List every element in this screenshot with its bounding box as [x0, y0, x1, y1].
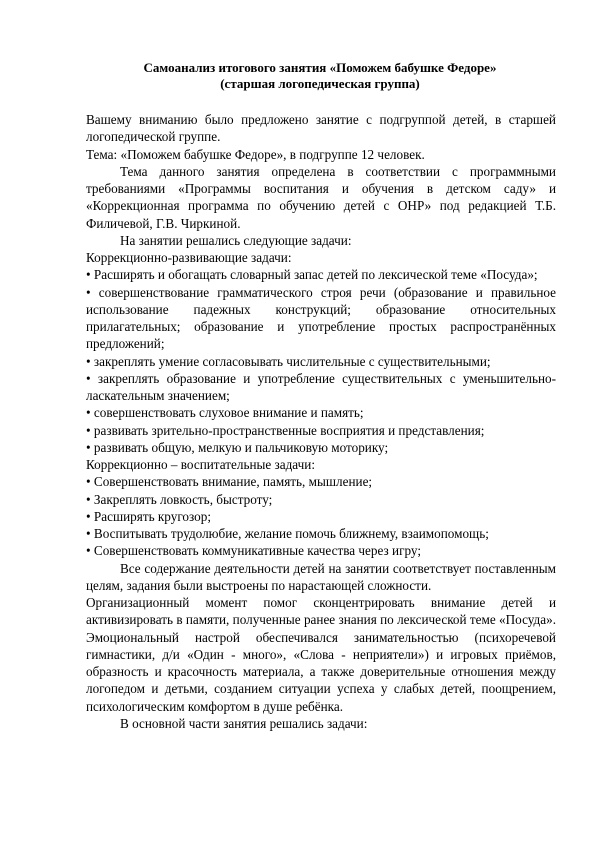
document-title: [70, 60, 570, 92]
list-item: • Совершенствовать внимание, память, мышление;: [86, 474, 373, 490]
list-item: • Воспитывать трудолюбие, желание помочь ближнему, взаимопомощь;: [86, 526, 489, 541]
paragraph-organizational-moment: Организационный момент помог сконцентрировать внимание детей и активизировать в памяти, полученные ранее знания по лексической теме «Посуда». Эмоциональный настрой обеспечивался занимательностью (психоречевой гимнастики, д/и «Один - много», «Слова - неприятели») и игровых приёмов, образность и красочность материала, а также доверительные отношения между логопедом и детьми, созданием ситуации успеха у слабых детей, поощрением, психологическим комфортом в душе ребёнка.: [86, 595, 556, 714]
list-item: • совершенствовать слуховое внимание и память;: [86, 405, 364, 421]
document-body: [86, 111, 556, 732]
list-item: • Совершенствовать коммуникативные качества через игру;: [86, 543, 421, 559]
paragraph-program: Тема данного занятия определена в соответствии с программными требованиями «Программы воспитания и обучения в детском саду» и «Коррекционная программа по обучению детей с ОНР» под редакцией Т.Б. Филичевой, Г.В. Чиркиной.: [86, 163, 556, 231]
list-item: • Расширять кругозор;: [86, 508, 211, 524]
title-line-1: Самоанализ итогового занятия «Поможем бабушке Федоре»: [143, 60, 497, 75]
list-item: • развивать зрительно-пространственные восприятия и представления;: [86, 422, 485, 438]
title-line-2: (старшая логопедическая группа): [220, 76, 420, 91]
list-item: • развивать общую, мелкую и пальчиковую моторику;: [86, 439, 389, 455]
paragraph-tasks-intro: На занятии решались следующие задачи:: [120, 232, 352, 248]
paragraph-main-part: В основной части занятия решались задачи:: [120, 715, 368, 731]
heading-correctional-developmental: Коррекционно-развивающие задачи:: [86, 250, 292, 265]
list-item: • закреплять образование и употребление существительных с уменьшительно-ласкательным значением;: [86, 370, 556, 403]
list-item: • совершенствование грамматического строя речи (образование и правильное использование падежных конструкций; образование относительных прилагательных; образование и употребление простых распространённых предложений;: [86, 284, 556, 352]
list-item: • Расширять и обогащать словарный запас детей по лексической теме «Посуда»;: [86, 267, 538, 283]
list-item: • закреплять умение согласовывать числительные с существительными;: [86, 353, 491, 369]
paragraph-intro: Вашему вниманию было предложено занятие с подгруппой детей, в старшей логопедической группе.: [86, 112, 556, 145]
paragraph-content-summary: Все содержание деятельности детей на занятии соответствует поставленным целям, задания были выстроены по нарастающей сложности.: [86, 560, 556, 593]
list-item: • Закреплять ловкость, быстроту;: [86, 491, 273, 507]
heading-correctional-educational: Коррекционно – воспитательные задачи:: [86, 457, 315, 472]
paragraph-topic: Тема: «Поможем бабушке Федоре», в подгруппе 12 человек.: [86, 146, 425, 162]
